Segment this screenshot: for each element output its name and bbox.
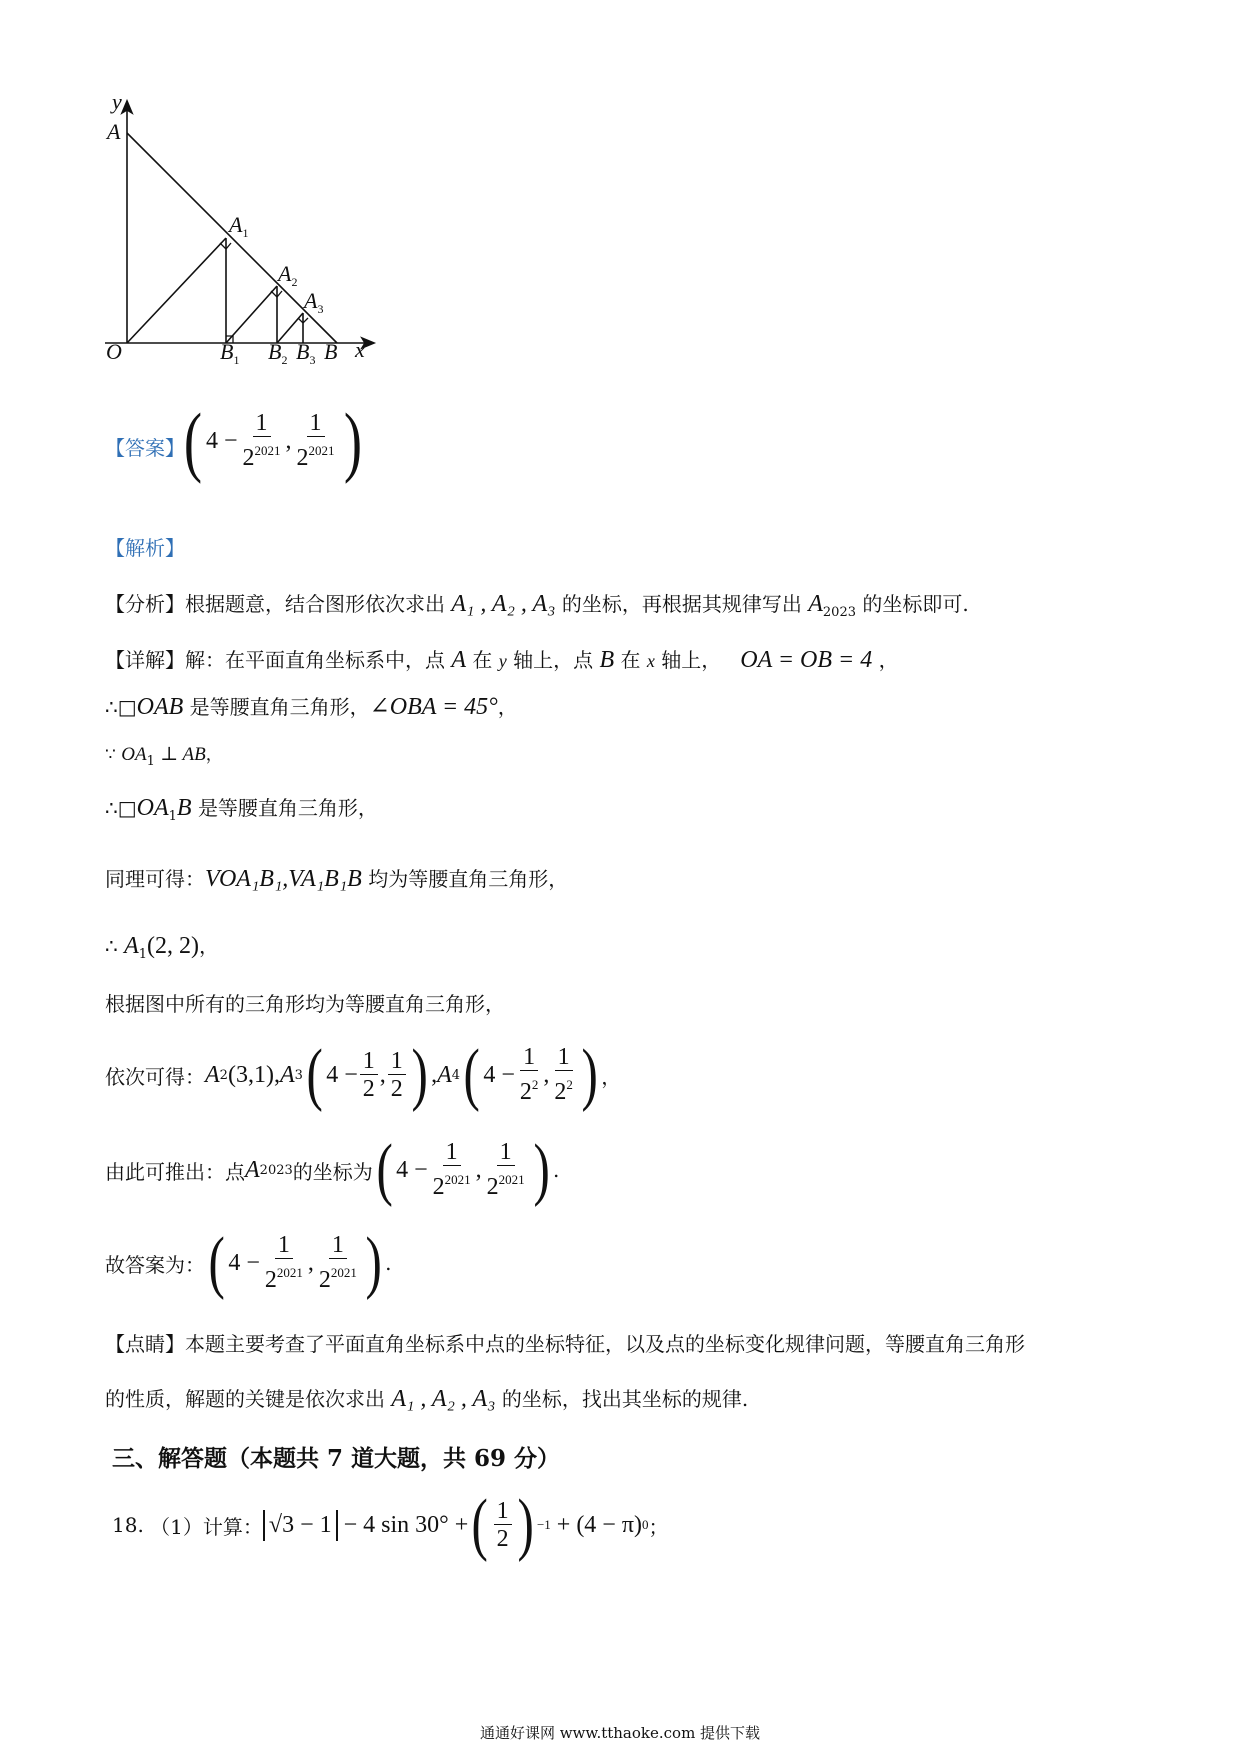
label-B3: $B_3$ — [296, 339, 316, 367]
label-B1: $B_1$ — [220, 339, 240, 367]
answer-tag: 【答案】 — [105, 436, 185, 460]
question-18: 18. （1）计算： √3 − 1 − 4 sin 30° + ( $\frac{1}{2}$ ) −1 + (4 − π) 0 ； — [112, 1486, 669, 1563]
label-A2: $A_2$ — [278, 261, 298, 289]
geometry-figure — [100, 95, 390, 415]
line-oa1b-isosceles: $\therefore□OA_1B$ 是等腰直角三角形， — [105, 795, 378, 824]
label-A3: $A_3$ — [304, 288, 324, 316]
segment-B1A2 — [226, 286, 277, 343]
section-3-heading: 三、解答题（本题共 7 道大题，共 69 分） — [112, 1445, 561, 1472]
line-similar-triangles: 同理可得：VOA₁B₁,VA₁B₁B 均为等腰直角三角形， — [105, 866, 569, 892]
dianjing-line1: 【点睛】本题主要考查了平面直角坐标系中点的坐标特征，以及点的坐标变化规律问题，等腰直角三角形 — [105, 1332, 1025, 1356]
label-A1: $A_1$ — [229, 212, 249, 240]
label-B: B — [324, 339, 338, 364]
fenxi-line: 【分析】根据题意，结合图形依次求出 A₁ , A₂ , A₃ 的坐标，再根据其规律写出 $A_{2023}$ 的坐标即可. — [105, 591, 969, 620]
line-final-answer: 故答案为： ( 4 − $\frac{1}{2^{2021}}$ , $\frac{1}{2^{2021}}$ ) . — [105, 1224, 392, 1301]
answer-line — [105, 432, 185, 461]
line-sequence: 依次可得： A 2 (3,1), A 3 ( 4 − $\frac{1}{2}$ , $\frac{1}{2}$ ) , A 4 ( 4 − $\frac{1}{2^2}$ , $\frac{1}{2^2}$ ) ， — [105, 1036, 622, 1113]
line-perpendicular: ∵ $OA_1$ ⊥ AB， — [105, 744, 223, 769]
xiangjie-line: 【详解】解：在平面直角坐标系中，点 A 在 y 轴上，点 B 在 x 轴上， OA = OB = 4 ， — [105, 647, 899, 673]
answer-expression: ( 4 − $\frac{1}{2^{2021}}$ , $\frac{1}{2^{2021}}$ ) — [183, 397, 362, 484]
label-O: O — [106, 339, 122, 364]
segment-OA1 — [127, 238, 226, 343]
dianjing-line2: 的性质，解题的关键是依次求出 A₁ , A₂ , A₃ 的坐标，找出其坐标的规律. — [105, 1386, 749, 1412]
analysis-tag: 【解析】 — [105, 536, 185, 560]
page-footer: 通通好课网 www.tthaoke.com 提供下载 — [479, 1724, 761, 1742]
label-A: A — [107, 119, 121, 144]
label-B2: $B_2$ — [268, 339, 288, 367]
line-a2023: 由此可推出：点 A 2023 的坐标为 ( 4 − $\frac{1}{2^{2021}}$ , $\frac{1}{2^{2021}}$ ) . — [105, 1131, 560, 1208]
line-a1-coordinate: ∴ $A_1(2$, 2)， — [105, 933, 220, 962]
label-y: y — [112, 95, 122, 114]
line-all-isosceles: 根据图中所有的三角形均为等腰直角三角形， — [105, 992, 505, 1016]
label-x: x — [355, 337, 365, 362]
line-oab-isosceles: ∴□OAB 是等腰直角三角形，∠OBA = 45°， — [105, 694, 518, 720]
